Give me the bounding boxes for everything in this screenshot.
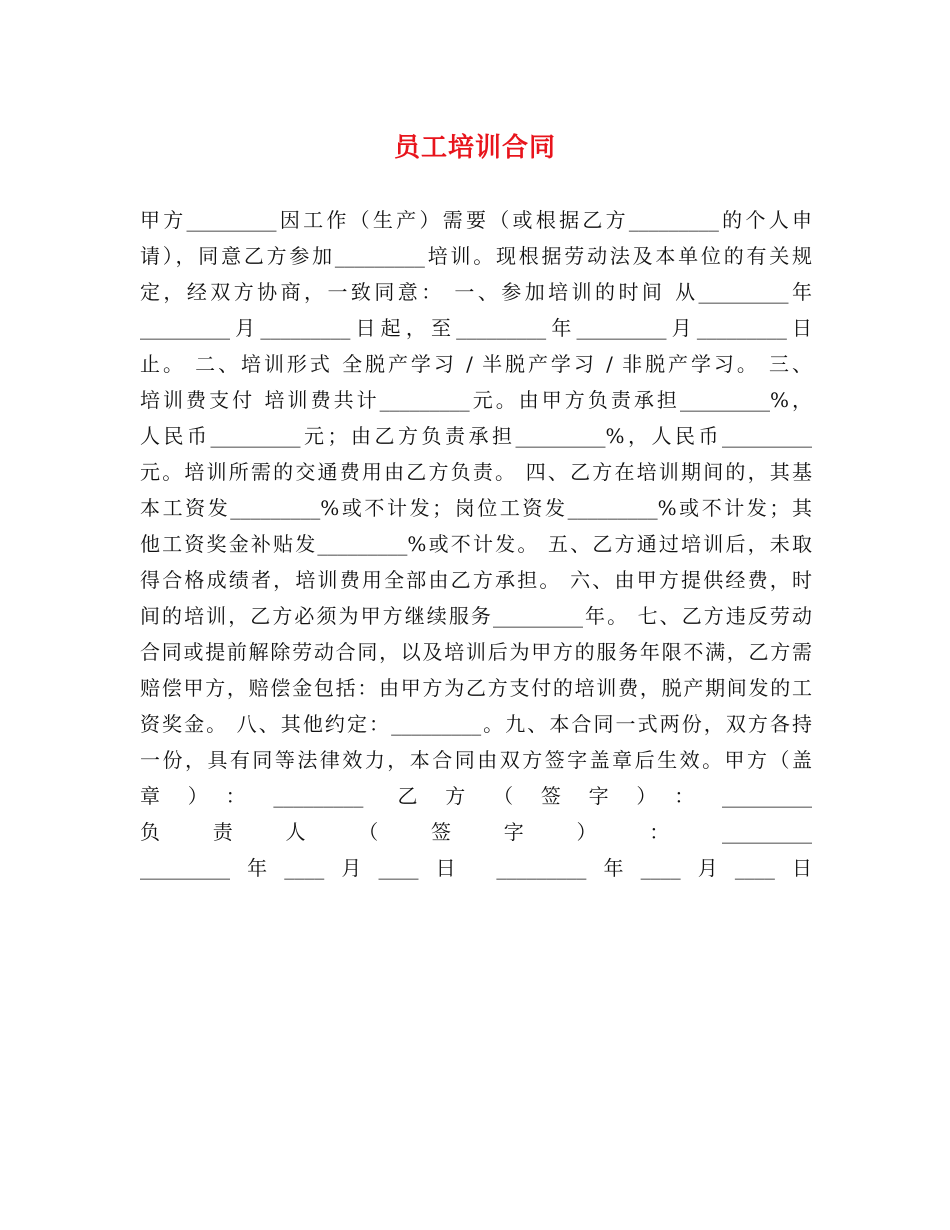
body-line: 止。 二、培训形式 全脱产学习 / 半脱产学习 / 非脱产学习。 三、 bbox=[140, 352, 812, 376]
body-line: _________月_________日起，至_________年_________月_________日 bbox=[140, 316, 812, 340]
body-line: 人民币_________元；由乙方负责承担_________%，人民币_________ bbox=[140, 424, 812, 448]
body-line: 一份，具有同等法律效力，本合同由双方签字盖章后生效。甲方（盖 bbox=[140, 748, 812, 772]
signature-date-line: _________年____月____日 _________年____月____日 bbox=[140, 856, 812, 880]
body-line: 请），同意乙方参加_________培训。现根据劳动法及本单位的有关规 bbox=[140, 244, 812, 268]
body-line: 间的培训，乙方必须为甲方继续服务_________年。 七、乙方违反劳动 bbox=[140, 604, 812, 628]
contract-body bbox=[140, 202, 812, 886]
body-line: 元。培训所需的交通费用由乙方负责。 四、乙方在培训期间的，其基 bbox=[140, 460, 812, 484]
body-line: 他工资奖金补贴发_________%或不计发。 五、乙方通过培训后，未取 bbox=[140, 532, 812, 556]
signature-line-responsible-person: 负 责 人 （ 签 字 ） ： _________ bbox=[140, 820, 812, 844]
body-line: 定，经双方协商，一致同意： 一、参加培训的时间 从_________年 bbox=[140, 280, 812, 304]
body-line: 赔偿甲方，赔偿金包括：由甲方为乙方支付的培训费，脱产期间发的工 bbox=[140, 676, 812, 700]
body-line: 资奖金。 八、其他约定：_________。九、本合同一式两份，双方各持 bbox=[140, 712, 812, 736]
body-line: 培训费支付 培训费共计_________元。由甲方负责承担_________%， bbox=[140, 388, 812, 412]
body-line: 本工资发_________%或不计发；岗位工资发_________%或不计发；其 bbox=[140, 496, 812, 520]
body-line: 合同或提前解除劳动合同，以及培训后为甲方的服务年限不满，乙方需 bbox=[140, 640, 812, 664]
body-line: 得合格成绩者，培训费用全部由乙方承担。 六、由甲方提供经费，时 bbox=[140, 568, 812, 592]
body-line: 甲方_________因工作（生产）需要（或根据乙方_________的个人申 bbox=[140, 208, 812, 232]
signature-line-party-a-b: 章）：_________ 乙方（签字）：_________ bbox=[140, 784, 812, 808]
document-title: 员工培训合同 bbox=[393, 133, 556, 163]
